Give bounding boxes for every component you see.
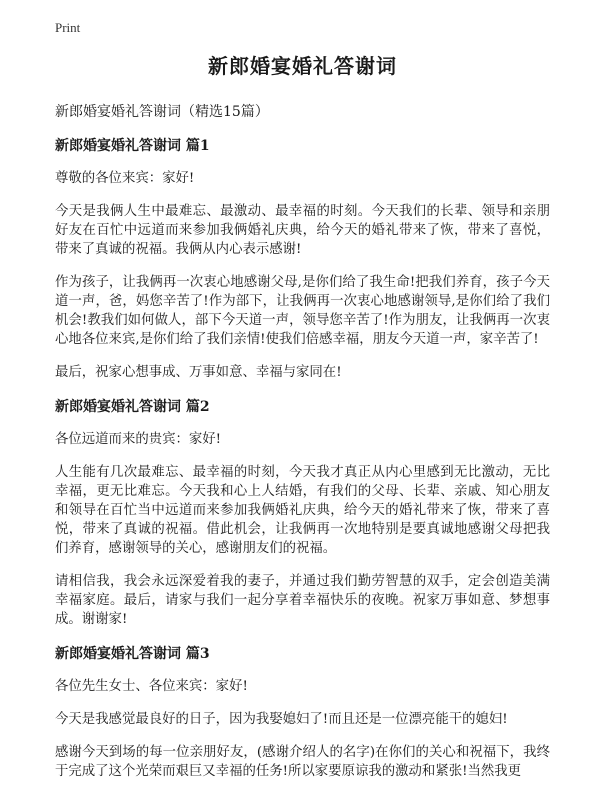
paragraph: 请相信我，我会永远深爱着我的妻子，并通过我们勤劳智慧的双手，定会创造美满幸福家庭。最后，请家与我们一起分享着幸福快乐的夜晚。祝家万事如意、梦想事成。谢谢家! [55, 574, 550, 627]
paragraph: 各位先生女士、各位来宾：家好! [55, 679, 248, 694]
paragraph: 尊敬的各位来宾：家好! [55, 171, 195, 186]
paragraph: 各位远道而来的贵宾：家好! [55, 432, 222, 447]
paragraph: 感谢今天到场的每一位亲朋好友，(感谢介绍人的名字)在你们的关心和祝福下，我终于完成了这个光荣而艰巨又幸福的任务!所以家要原谅我的激动和紧张!当然我更 [55, 745, 550, 779]
paragraph: 今天是我感觉最良好的日子，因为我娶媳妇了!而且还是一位漂亮能干的媳妇! [55, 712, 508, 727]
section-heading: 新郎婚宴婚礼答谢词 篇3 [55, 646, 210, 662]
paragraph: 最后，祝家心想事成、万事如意、幸福与家同在! [55, 365, 342, 380]
section-heading: 新郎婚宴婚礼答谢词 篇2 [55, 399, 210, 415]
paragraph: 人生能有几次最难忘、最幸福的时刻，今天我才真正从内心里感到无比激动，无比幸福，更无比难忘。今天我和心上人结婚，有我们的父母、长辈、亲戚、知心朋友和领导在百忙当中远道而来参加我俩婚礼庆典，给今天的婚礼带来了恢，带来了喜悦，带来了真诚的祝福。借此机会，让我俩再一次地特别是要真诚地感谢父母把我们养育，感谢领导的关心，感谢朋友们的祝福。 [55, 465, 550, 556]
section-3 [55, 643, 550, 781]
section-heading: 新郎婚宴婚礼答谢词 篇1 [55, 138, 210, 154]
page-title: 新郎婚宴婚礼答谢词 [208, 54, 397, 78]
paragraph: 作为孩子，让我俩再一次衷心地感谢父母,是你们给了我生命!把我们养育，孩子今天道一声，爸，妈您辛苦了!作为部下，让我俩再一次衷心地感谢领导,是你们给了我们机会!教我们如何做人，部下今天道一声，领导您辛苦了!作为朋友，让我俩再一次衷心地各位来宾,是你们给了我们亲情!使我们倍感幸福，朋友今天道一声，家辛苦了! [55, 275, 550, 347]
section-2 [55, 396, 550, 629]
section-1 [55, 135, 550, 382]
document-body [55, 50, 550, 795]
print-label[interactable]: Print [55, 20, 81, 35]
document-subtitle: 新郎婚宴婚礼答谢词（精选15篇） [55, 104, 269, 120]
paragraph: 今天是我俩人生中最难忘、最激动、最幸福的时刻。今天我们的长辈、领导和亲朋好友在百忙中远道而来参加我俩婚礼庆典，给今天的婚礼带来了恢，带来了喜悦，带来了真诚的祝福。我俩从内心表示感谢! [55, 204, 550, 257]
